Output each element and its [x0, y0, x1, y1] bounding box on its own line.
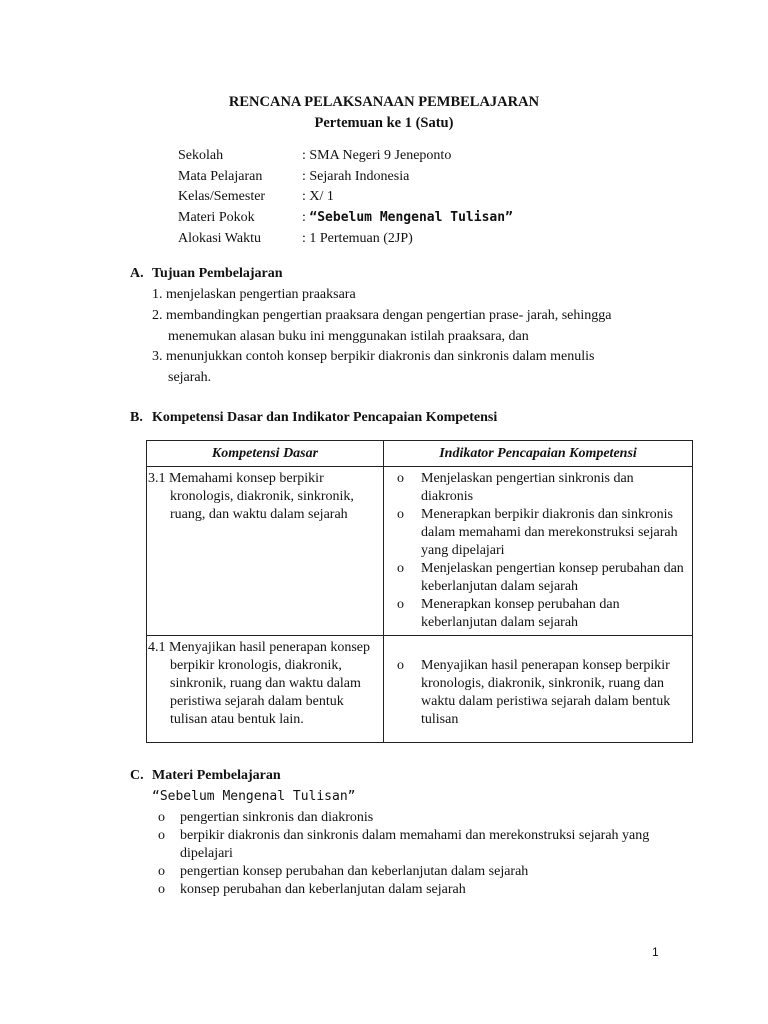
material-list — [158, 809, 700, 899]
indicator-cell — [384, 636, 693, 743]
kd-description: Memahami konsep berpikir kronologis, diakronik, sinkronik, ruang, dan waktu dalam sejarah — [169, 471, 354, 522]
objective-line-1: 1. menjelaskan pengertian praaksara — [152, 287, 356, 302]
objective-line-3: 3. menunjukkan contoh konsep berpikir diakronis dan sinkronis dalam menulis — [152, 349, 595, 364]
info-label-alokasi-waktu: Alokasi Waktu — [178, 231, 261, 246]
kd-text — [148, 637, 382, 731]
list-item — [397, 560, 687, 596]
list-item — [158, 863, 700, 881]
indicator-text: Menerapkan konsep perubahan dan keberlanjutan dalam sejarah — [421, 597, 620, 630]
list-item — [397, 596, 687, 632]
material-text: konsep perubahan dan keberlanjutan dalam sejarah — [180, 882, 466, 897]
bullet-icon: o — [158, 810, 165, 825]
indicator-text: Menerapkan berpikir diakronis dan sinkronis dalam memahami dan merekonstruksi sejarah yang dipelajari — [421, 507, 678, 558]
kd-cell — [147, 467, 384, 636]
document-subtitle: Pertemuan ke 1 (Satu) — [314, 115, 454, 131]
material-text: pengertian konsep perubahan dan keberlanjutan dalam sejarah — [180, 864, 529, 879]
list-item — [158, 827, 700, 863]
info-label-materi-pokok: Materi Pokok — [178, 210, 255, 225]
list-item — [158, 809, 700, 827]
document-title: RENCANA PELAKSANAAN PEMBELAJARAN — [228, 94, 540, 110]
section-a-title: Tujuan Pembelajaran — [152, 266, 283, 281]
info-value-materi-pokok — [302, 210, 513, 226]
kd-number: 3.1 — [148, 471, 166, 486]
section-c-topic: “Sebelum Mengenal Tulisan” — [152, 789, 356, 804]
table-row — [147, 636, 693, 743]
indicator-list — [385, 637, 691, 731]
table-header-row — [147, 441, 693, 467]
section-c-letter: C. — [130, 768, 144, 783]
section-b-letter: B. — [130, 410, 143, 425]
bullet-icon: o — [158, 828, 165, 843]
table-row — [147, 467, 693, 636]
table-header-kompetensi-dasar: Kompetensi Dasar — [147, 441, 384, 467]
info-label-mata-pelajaran: Mata Pelajaran — [178, 169, 263, 184]
objective-line-2: 2. membandingkan pengertian praaksara dengan pengertian prase- jarah, sehingga — [152, 308, 612, 323]
info-label-sekolah: Sekolah — [178, 148, 224, 163]
list-item — [158, 881, 700, 899]
kd-number: 4.1 — [148, 640, 166, 655]
bullet-icon: o — [397, 597, 404, 612]
indicator-cell — [384, 467, 693, 636]
kd-description: Menyajikan hasil penerapan konsep berpikir kronologis, diakronik, sinkronik, ruang dan waktu dalam peristiwa sejarah dalam bentuk tulisan atau bentuk lain. — [169, 640, 370, 727]
bullet-icon: o — [158, 882, 165, 897]
kd-cell — [147, 636, 384, 743]
indicator-text: Menjelaskan pengertian sinkronis dan diakronis — [421, 471, 634, 504]
indicator-text: Menjelaskan pengertian konsep perubahan dan keberlanjutan dalam sejarah — [421, 561, 684, 594]
list-item — [397, 506, 687, 560]
table-header-indikator: Indikator Pencapaian Kompetensi — [384, 441, 693, 467]
page-number: 1 — [652, 945, 659, 959]
section-b-title: Kompetensi Dasar dan Indikator Pencapaian Kompetensi — [152, 410, 498, 425]
bullet-icon: o — [158, 864, 165, 879]
info-value-materi-pokok-text: “Sebelum Mengenal Tulisan” — [309, 210, 513, 225]
bullet-icon: o — [397, 471, 404, 486]
info-label-kelas-semester: Kelas/Semester — [178, 189, 266, 204]
info-value-prefix: : — [302, 210, 310, 225]
indicator-text: Menyajikan hasil penerapan konsep berpikir kronologis, diakronik, sinkronik, ruang dan waktu dalam peristiwa sejarah dalam bentuk tulisan — [421, 658, 671, 727]
section-c-title: Materi Pembelajaran — [152, 768, 281, 783]
kd-text — [148, 468, 382, 526]
competency-table — [146, 440, 693, 743]
info-value-sekolah: : SMA Negeri 9 Jeneponto — [302, 148, 452, 163]
info-value-kelas-semester: : X/ 1 — [302, 189, 334, 204]
material-text: berpikir diakronis dan sinkronis dalam memahami dan merekonstruksi sejarah yang dipelajari — [180, 828, 650, 861]
list-item — [397, 657, 687, 729]
bullet-icon: o — [397, 658, 404, 673]
bullet-icon: o — [397, 507, 404, 522]
objective-line-2-cont: menemukan alasan buku ini menggunakan istilah praaksara, dan — [168, 329, 529, 344]
list-item — [397, 470, 687, 506]
material-text: pengertian sinkronis dan diakronis — [180, 810, 374, 825]
objective-line-3-cont: sejarah. — [168, 370, 212, 385]
info-value-alokasi-waktu: : 1 Pertemuan (2JP) — [302, 231, 413, 246]
info-value-mata-pelajaran: : Sejarah Indonesia — [302, 169, 410, 184]
bullet-icon: o — [397, 561, 404, 576]
indicator-list — [385, 468, 691, 634]
section-a-letter: A. — [130, 266, 144, 281]
